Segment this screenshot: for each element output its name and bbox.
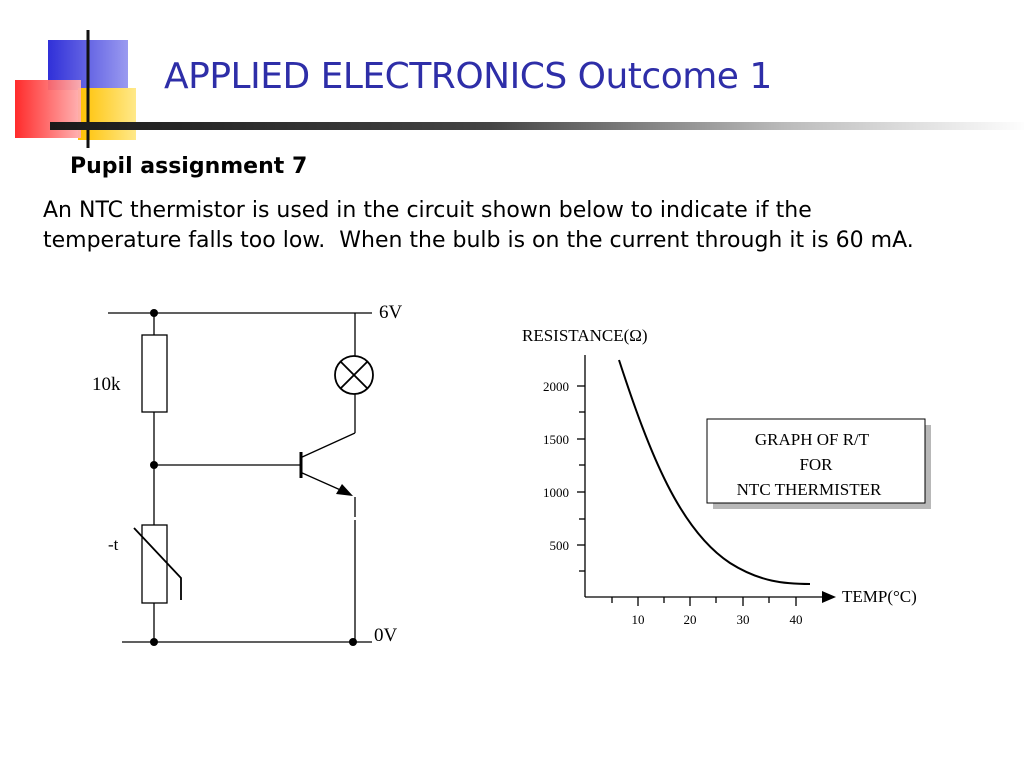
legend-line: FOR: [799, 455, 833, 474]
legend-line: NTC THERMISTER: [736, 480, 882, 499]
x-tick-label: 10: [631, 612, 645, 627]
x-axis-arrow: [822, 591, 836, 603]
y-axis-label: RESISTANCE(Ω): [522, 326, 648, 345]
assignment-heading: Pupil assignment 7: [70, 154, 308, 179]
y-tick-label: 1000: [543, 485, 569, 500]
resistor-label: 10k: [92, 374, 121, 395]
x-tick-label: 40: [789, 612, 803, 627]
y-tick-label: 1500: [543, 432, 569, 447]
y-tick-label: 500: [549, 538, 569, 553]
x-tick-label: 30: [736, 612, 750, 627]
x-axis-label: TEMP(°C): [842, 587, 917, 606]
supply-label: 6V: [379, 302, 403, 323]
legend-line: GRAPH OF R/T: [754, 430, 870, 449]
thermistor-label: -t: [108, 535, 119, 554]
y-tick-label: 2000: [543, 379, 569, 394]
assignment-text-line: An NTC thermistor is used in the circuit shown below to indicate if the: [43, 198, 812, 223]
assignment-text-line: temperature falls too low. When the bulb is on the current through it is 60 mA.: [43, 228, 914, 253]
ground-label: 0V: [374, 625, 398, 646]
x-tick-label: 20: [683, 612, 697, 627]
slide-title: APPLIED ELECTRONICS Outcome 1: [164, 56, 772, 97]
